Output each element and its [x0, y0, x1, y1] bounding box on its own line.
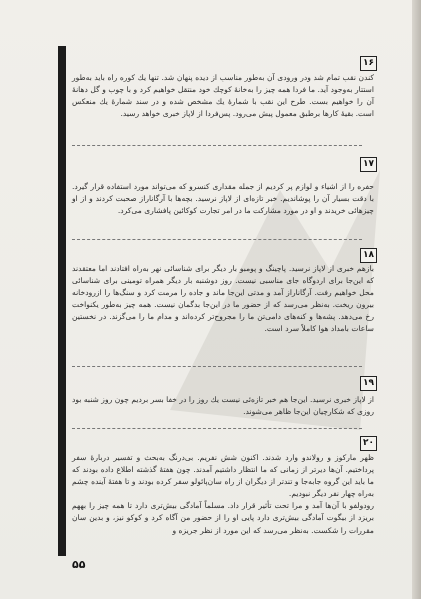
page-binding-edge: [412, 0, 421, 599]
section-divider: [72, 145, 362, 146]
entry-18-text: بازهم خبری از لاپاز نرسید. پاچینگ و پومبو بار دیگر برای شناسائی نهر به‌راه افتادند اما معتقدند که این‌جا برای اردوگاه جای مناسبی نیست. روز دوشنبه بار دیگر همراه تومینی برای شناسائی محل خواهیم رفت. آرگاناراز آمد و مدتی این‌جا ماند و جاده را مرمت کرد و سنگ‌ها را ازرودخانه بیرون ریخت. به‌نظر می‌رسد که از حضور ما در این‌جا بدگمان نیست. همه چیز به‌طور یکنواخت رخ می‌دهد. پشه‌ها و کنه‌های دامی‌تن ما را مجروح‌تر کرده‌اند و مدام ما را می‌گزند. در نخستین ساعات بامداد هوا کاملاً سرد است.: [72, 264, 374, 334]
entry-17: [72, 181, 374, 217]
entry-number-17: ۱۷: [360, 157, 377, 172]
entry-number-20: ۲۰: [360, 436, 377, 451]
entry-number-19: ۱۹: [360, 376, 377, 391]
entry-17-text: حفره را از اشیاء و لوازم پر کردیم از جمله مقداری کنسرو که می‌تواند مورد استفاده قرار گیرد. با دقت بسیار آن را پوشاندیم. خبر تازه‌ای از لاپاز نرسید. بچه‌ها با آرگاناراز صحبت کردند و از او چیزهائی خریدند و او در مورد مشارکت ما در امر تجارت کوکائین پافشاری می‌کرد.: [72, 182, 374, 216]
section-divider: [72, 239, 362, 240]
entry-16-text: کندن نقب تمام شد ودر ورودی آن به‌طور مناسب از دیده پنهان شد. تنها یك کوره راه باید به‌طور استتار به‌وجود آید. ما فردا همه چیز را به‌خانهٔ کوچك خود منتقل خواهیم کرد و با چوب و گل دهانهٔ آن را خواهیم بست. طرح این نقب با شمارهٔ یك مشخص شده و در سند شمارهٔ یك منعکس است. بقیهٔ کارها برطبق معمول پیش می‌رود. پس‌فردا از لاپاز خبری خواهد رسید.: [72, 73, 374, 119]
entry-20: [72, 452, 374, 537]
entry-19: [72, 394, 374, 418]
entry-20-text: ظهر مارکوز و رولاندو وارد شدند. اکنون شش نفریم. بی‌درنگ به‌بحث و تفسیر دربارهٔ سفر پرداختیم. آن‌ها دیرتر از زمانی که ما انتظار داشتیم آمدند. چون هفتهٔ گذشته اطلاع داده بودند که ما باید این گروه جابه‌جا و تندتر از دیگران از راه سان‌پائولو سفر کرده بودند و تا هفتهٔ آینده چشم به‌راه چهار نفر دیگر نبودیم.: [72, 453, 374, 499]
page-number: ۵۵: [72, 558, 86, 571]
margin-bar: [58, 46, 66, 556]
entry-16: [72, 72, 374, 120]
entry-18: [72, 263, 374, 336]
section-divider: [72, 428, 362, 429]
section-divider: [72, 366, 362, 367]
entry-number-18: ۱۸: [360, 248, 377, 263]
entry-20-text-continued: رودولفو با آن‌ها آمد و مرا تحت تأثیر قرار داد. مسلماً آمادگی بیش‌تری دارد تا همه چیز را بههم بریزد از بیگوت آمادگی بیش‌تری دارد پایی او را از حضور من آگاه کرد و کوکو نیز، و بدین سان مقررات را شکست. به‌نظر می‌رسد که این مورد از نظر جریزه و: [72, 501, 374, 535]
entry-number-16: ۱۶: [360, 56, 377, 71]
entry-19-text: از لاپاز خبری نرسید. این‌جا هم خبر تازه‌ئی نیست یك روز را در خفا بسر بردیم چون روز شنبه بود روزی که شکارچیان این‌جا ظاهر می‌شوند.: [72, 395, 374, 417]
